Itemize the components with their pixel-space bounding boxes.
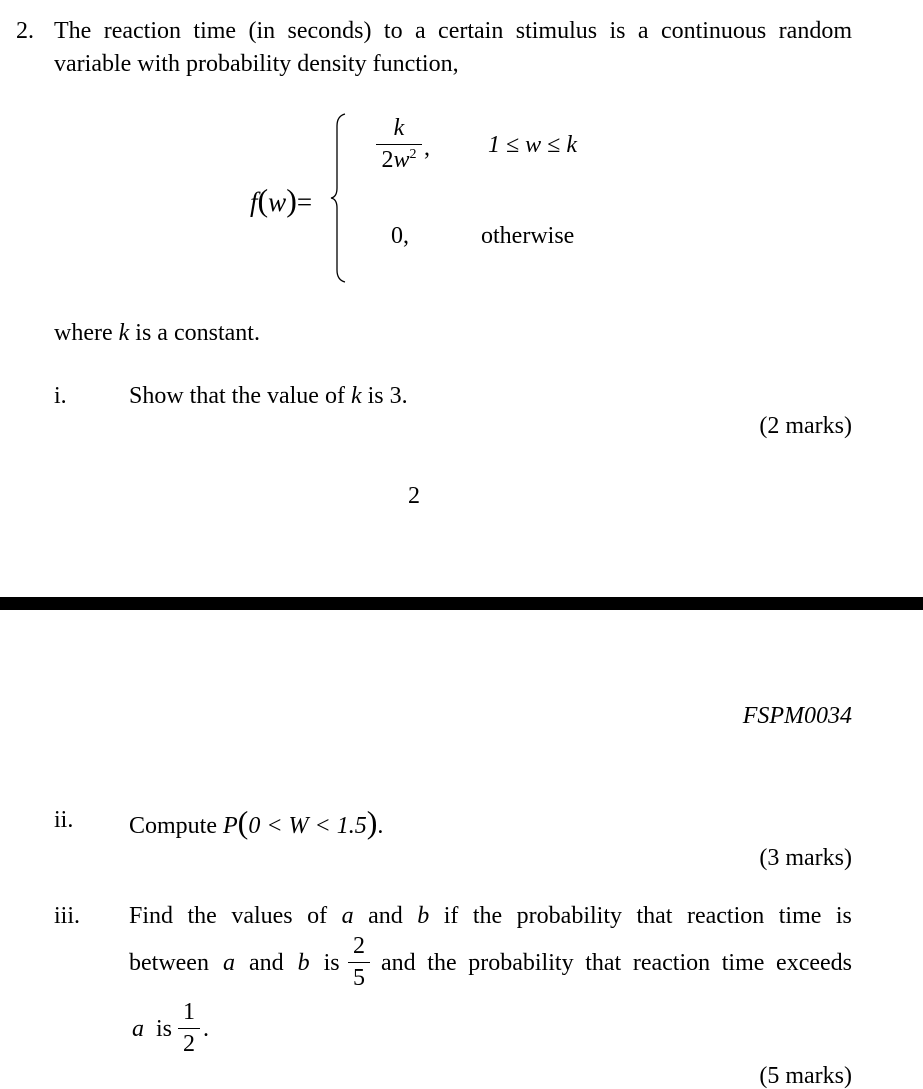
part-iii-l2-b: b bbox=[297, 950, 310, 976]
part-i-label: i. bbox=[54, 383, 67, 409]
fraction-1-2-den: 2 bbox=[183, 1031, 195, 1057]
part-i-mid: is bbox=[361, 383, 390, 409]
case1-denominator bbox=[376, 148, 422, 172]
part-ii-P: P bbox=[223, 813, 238, 839]
part-iii-line-3 bbox=[132, 1017, 172, 1041]
part-iii-w8: the bbox=[472, 903, 503, 929]
part-i-text bbox=[129, 384, 408, 408]
part-iii-line-2b: and the probability that reaction time exceeds bbox=[381, 950, 852, 976]
part-iii-line-2a bbox=[129, 951, 340, 975]
pdf-lhs-close: ) bbox=[286, 182, 297, 218]
part-iii-l2-and: and bbox=[248, 950, 284, 976]
case1-den-coef: 2 bbox=[381, 147, 394, 173]
question-stem-line-1: The reaction time (in seconds) to a certain stimulus is a continuous random bbox=[54, 18, 852, 44]
part-iii-l2-a: a bbox=[222, 950, 235, 976]
where-pre: where bbox=[54, 320, 119, 346]
case2-value: 0, bbox=[391, 223, 409, 249]
part-iii-w3: of bbox=[307, 903, 328, 929]
where-post: is a constant. bbox=[129, 320, 260, 346]
part-iii-w12: time bbox=[778, 903, 822, 929]
fraction-1-2-num: 1 bbox=[183, 999, 195, 1025]
pdf-lhs-open: ( bbox=[257, 182, 269, 218]
part-iii-between: between bbox=[129, 950, 209, 976]
fraction-one-half bbox=[178, 1000, 200, 1056]
case1-den-var: w bbox=[393, 147, 410, 173]
case2-condition: otherwise bbox=[481, 223, 575, 249]
part-iii-l3-is: is bbox=[156, 1016, 173, 1042]
part-iii-l3-a: a bbox=[132, 1016, 144, 1042]
case1-fraction-bar bbox=[376, 144, 422, 145]
part-iii-w9: probability bbox=[516, 903, 622, 929]
case1-numerator: k bbox=[393, 115, 405, 141]
part-iii-w10: that bbox=[636, 903, 673, 929]
part-i-end: . bbox=[401, 383, 408, 409]
where-var: k bbox=[118, 320, 130, 346]
part-i-value: 3 bbox=[389, 383, 402, 409]
pdf-lhs-f: f bbox=[250, 187, 258, 217]
part-iii-marks: (5 marks) bbox=[759, 1063, 852, 1089]
case1-condition: 1 ≤ w ≤ k bbox=[488, 132, 578, 158]
part-ii-text bbox=[129, 806, 383, 838]
fraction-2-5-bar bbox=[348, 962, 370, 963]
part-iii-w6-b: b bbox=[417, 903, 430, 929]
part-i-marks: (2 marks) bbox=[759, 413, 852, 439]
part-iii-l3-end: . bbox=[203, 1016, 209, 1042]
page-break-divider bbox=[0, 597, 923, 610]
part-iii-w4-a: a bbox=[341, 903, 354, 929]
case1-comma: , bbox=[424, 135, 430, 161]
part-iii-label: iii. bbox=[54, 903, 81, 929]
fraction-two-fifths bbox=[348, 934, 370, 990]
part-ii-marks: (3 marks) bbox=[759, 845, 852, 871]
fraction-2-5-den: 5 bbox=[353, 965, 365, 991]
part-ii-pre: Compute bbox=[129, 813, 223, 839]
question-stem-line-2: variable with probability density function, bbox=[54, 51, 459, 77]
part-iii-w2: values bbox=[231, 903, 293, 929]
part-iii-line-1 bbox=[129, 904, 852, 928]
part-iii-w1: the bbox=[187, 903, 217, 929]
fraction-1-2-bar bbox=[178, 1028, 200, 1029]
part-iii-w0: Find bbox=[129, 903, 174, 929]
pdf-lhs-eq: = bbox=[296, 187, 313, 217]
part-iii-w5: and bbox=[368, 903, 403, 929]
part-iii-l2-is: is bbox=[323, 950, 340, 976]
part-i-var: k bbox=[350, 383, 362, 409]
pdf-lhs bbox=[250, 184, 312, 216]
pdf-lhs-var: w bbox=[268, 187, 287, 217]
question-number: 2. bbox=[16, 18, 34, 44]
part-iii-w11: reaction bbox=[686, 903, 765, 929]
part-iii-w7: if bbox=[443, 903, 459, 929]
case1-fraction bbox=[376, 116, 422, 172]
part-ii-close: ) bbox=[366, 804, 378, 840]
part-ii-inner: 0 < W < 1.5 bbox=[248, 813, 367, 839]
case1-den-exp: 2 bbox=[409, 147, 417, 162]
part-i-pre: Show that the value of bbox=[129, 383, 351, 409]
part-ii-label: ii. bbox=[54, 807, 74, 833]
page-number: 2 bbox=[408, 483, 420, 509]
pdf-brace bbox=[328, 112, 350, 284]
part-ii-open: ( bbox=[237, 804, 249, 840]
part-iii-w13: is bbox=[835, 903, 852, 929]
course-code: FSPM0034 bbox=[742, 703, 852, 729]
part-ii-end: . bbox=[377, 813, 384, 839]
fraction-2-5-num: 2 bbox=[353, 933, 365, 959]
where-clause bbox=[54, 321, 260, 345]
